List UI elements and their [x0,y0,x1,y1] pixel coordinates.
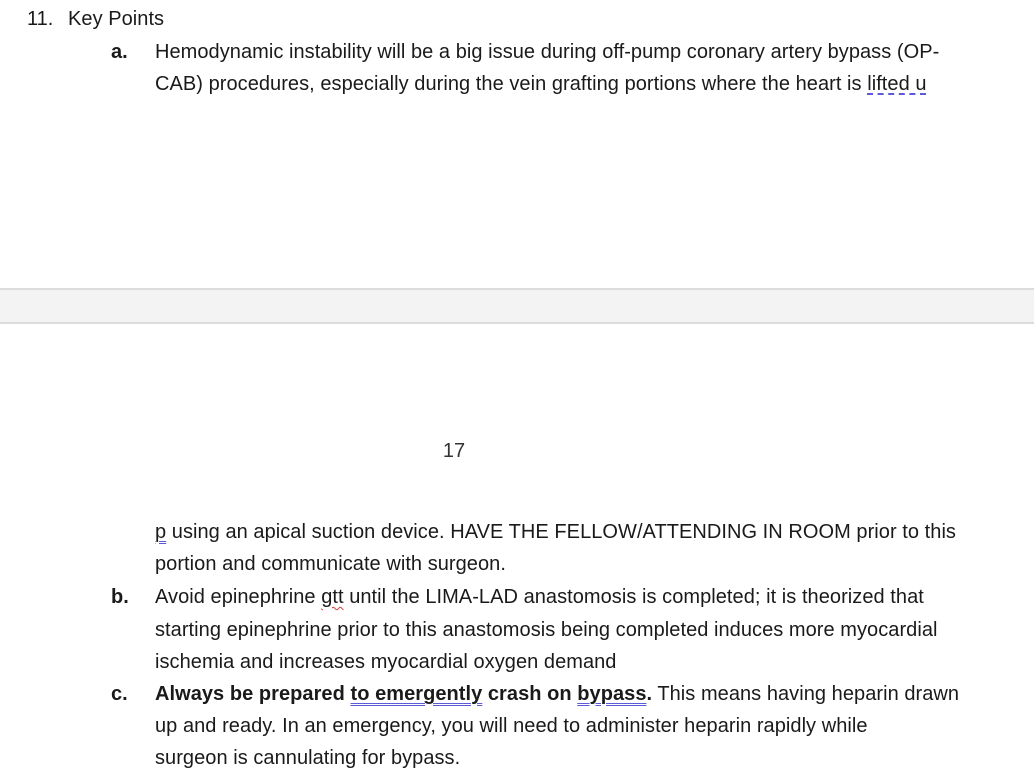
page-number: 17 [442,440,466,462]
item-b-line-1-post: until the LIMA-LAD anastomosis is completed; it is theorized that [343,586,924,608]
item-c-line-1-rest: This means having heparin drawn [652,683,960,705]
document-page-top [0,0,1034,288]
page-break [0,288,1034,324]
document-page-bottom [0,324,1034,782]
item-b-marker: b. [111,586,129,608]
item-a-marker: a. [111,41,128,63]
item-a-continued-line-1 [155,520,956,544]
item-c-bold-3: . [646,683,653,705]
section-title: Key Points [68,8,165,30]
item-a-line-2 [155,72,927,96]
item-c-line-3: surgeon is cannulating for bypass. [155,747,461,769]
item-a-continued-text: using an apical suction device. HAVE THE FELLOW/ATTENDING IN ROOM prior to this [166,521,956,543]
grammar-flag-p[interactable]: p [155,521,167,543]
item-a-line-2-text: CAB) procedures, especially during the vein grafting portions where the heart is [155,73,868,95]
item-b-line-1 [155,585,924,609]
grammar-flag-lifted-u[interactable]: lifted u [867,73,927,95]
item-a-line-1: Hemodynamic instability will be a big issue during off-pump coronary artery bypass (OP- [155,41,940,63]
section-number: 11. [27,8,54,30]
grammar-flag-bypass[interactable]: bypass [577,683,647,705]
item-b-line-2: starting epinephrine prior to this anastomosis being completed induces more myocardial [155,619,938,641]
spelling-flag-gtt[interactable]: gtt [321,586,344,608]
item-a-continued-line-2: portion and communicate with surgeon. [155,553,506,575]
item-c-marker: c. [111,683,128,705]
item-c-bold-1: Always be prepared [155,683,351,705]
item-b-line-3: ischemia and increases myocardial oxygen demand [155,651,617,673]
grammar-flag-to-emergently[interactable]: to emergently [350,683,483,705]
item-c-line-2: up and ready. In an emergency, you will need to administer heparin rapidly while [155,715,868,737]
item-c-line-1 [155,682,959,706]
item-b-line-1-pre: Avoid epinephrine [155,586,322,608]
item-c-bold-2: crash on [482,683,578,705]
